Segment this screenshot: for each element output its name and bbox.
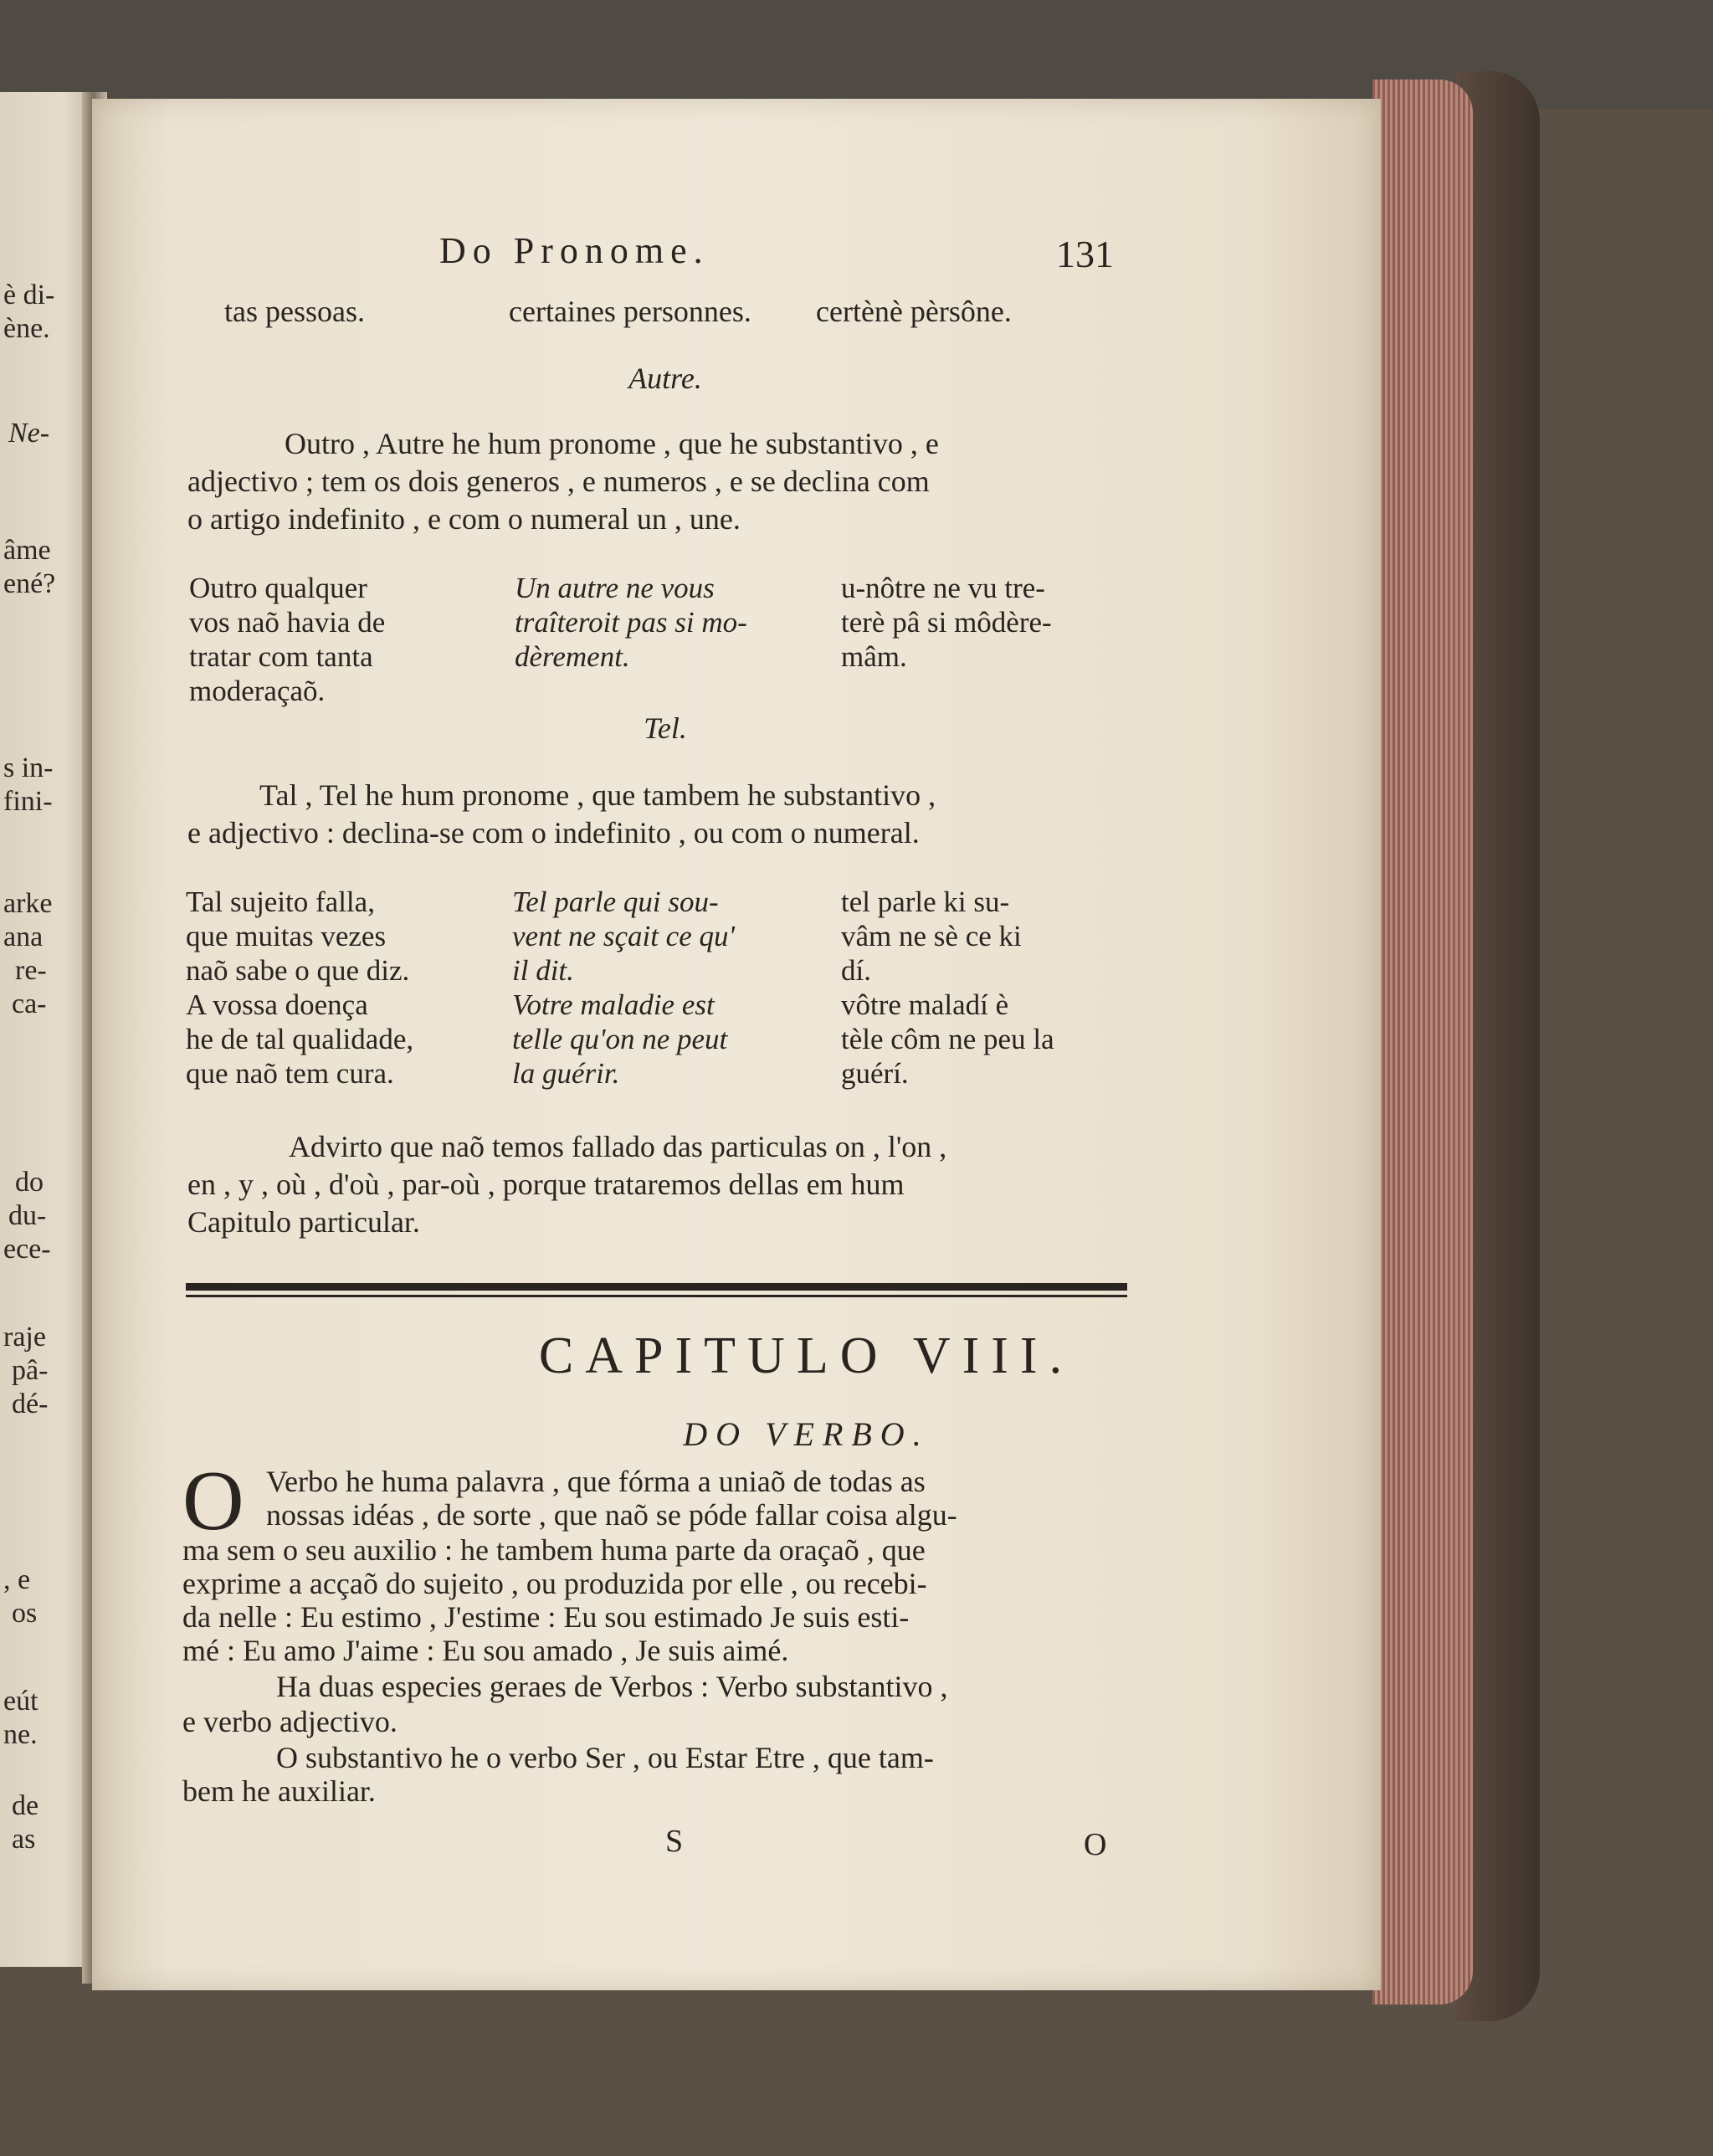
ornamental-rule: [186, 1283, 1127, 1291]
tel-example-fr: [512, 885, 735, 1091]
page-number: 131: [1056, 233, 1114, 275]
example-line: vos naõ havia de: [189, 606, 386, 639]
left-fragment: re-: [15, 955, 47, 986]
autre-paragraph-line: Outro , Autre he hum pronome , que he substantivo , e: [285, 427, 939, 460]
autre-paragraph-line: o artigo indefinito , e com o numeral un , une.: [187, 502, 741, 536]
chapter-title: CAPITULO VIII.: [538, 1327, 1074, 1384]
left-fragment: eút: [3, 1686, 38, 1717]
advirto-line: Capitulo particular.: [187, 1205, 420, 1239]
left-fragment: , e: [3, 1564, 31, 1595]
left-fragment: os: [12, 1598, 38, 1629]
left-fragment: arke: [3, 888, 53, 919]
verbo-line: mé : Eu amo J'aime : Eu sou amado , Je suis aimé.: [182, 1634, 789, 1667]
example-line: tèle côm ne peu la: [841, 1023, 1054, 1055]
left-fragment: è di-: [3, 280, 55, 311]
example-line: Votre maladie est: [512, 988, 715, 1021]
lead-line-pt: tas pessoas.: [224, 295, 365, 328]
example-line: moderaçaõ.: [189, 675, 326, 707]
verbo-line: O substantivo he o verbo Ser , ou Estar Etre , que tam-: [276, 1741, 934, 1774]
example-line: guérí.: [841, 1057, 909, 1090]
ornamental-rule-thin: [186, 1295, 1127, 1297]
verbo-line: nossas idéas , de sorte , que naõ se póde fallar coisa algu-: [266, 1498, 957, 1532]
tel-paragraph-line: e adjectivo : declina-se com o indefinito , ou com o numeral.: [187, 816, 920, 850]
example-line: A vossa doença: [186, 988, 368, 1021]
tel-example-pron: [841, 885, 1054, 1091]
verbo-line: Verbo he huma palavra , que fórma a uniaõ de todas as: [266, 1465, 926, 1498]
example-line: vâm ne sè ce ki: [841, 920, 1022, 952]
left-fragment: ece-: [3, 1234, 51, 1265]
verbo-line: bem he auxiliar.: [182, 1774, 376, 1808]
example-line: he de tal qualidade,: [186, 1023, 414, 1055]
left-fragment: as: [12, 1824, 36, 1855]
verbo-line: ma sem o seu auxilio : he tambem huma parte da oraçaõ , que: [182, 1533, 926, 1567]
example-line: Tal sujeito falla,: [186, 886, 375, 918]
left-fragment: pâ-: [12, 1355, 49, 1386]
verbo-line: exprime a acçaõ do sujeito , ou produzida por elle , ou recebi-: [182, 1567, 927, 1600]
example-line: il dit.: [512, 954, 574, 987]
left-fragment: do: [15, 1167, 44, 1198]
example-line: terè pâ si môdère-: [841, 606, 1052, 639]
left-fragment: ené?: [3, 568, 56, 599]
verbo-line: Ha duas especies geraes de Verbos : Verbo substantivo ,: [276, 1670, 948, 1703]
verbo-line: da nelle : Eu estimo , J'estime : Eu sou estimado Je suis esti-: [182, 1600, 910, 1634]
running-header: Do Pronome.: [439, 230, 710, 271]
left-fragment: Ne-: [8, 418, 50, 449]
left-fragment: âme: [3, 535, 51, 566]
example-line: la guérir.: [512, 1057, 620, 1090]
lead-line-fr: certaines personnes.: [509, 295, 751, 328]
tel-paragraph-line: Tal , Tel he hum pronome , que tambem he substantivo ,: [259, 778, 936, 812]
autre-paragraph-line: adjectivo ; tem os dois generos , e numeros , e se declina com: [187, 465, 930, 498]
drop-cap: O: [182, 1454, 244, 1548]
example-line: Un autre ne vous: [515, 572, 715, 604]
verbo-line: e verbo adjectivo.: [182, 1705, 397, 1738]
left-fragment: du-: [8, 1200, 47, 1231]
section-heading-autre: Autre.: [628, 362, 702, 395]
left-fragment: ana: [3, 921, 44, 952]
example-line: que naõ tem cura.: [186, 1057, 394, 1090]
left-fragment: ène.: [3, 313, 50, 344]
chapter-subtitle: DO VERBO.: [683, 1415, 930, 1453]
autre-example-pron: [841, 571, 1052, 674]
example-line: telle qu'on ne peut: [512, 1023, 728, 1055]
advirto-line: Advirto que naõ temos fallado das particulas on , l'on ,: [289, 1130, 947, 1163]
left-fragment: ca-: [12, 988, 47, 1019]
example-line: Tel parle qui sou-: [512, 886, 719, 918]
example-line: naõ sabe o que diz.: [186, 954, 410, 987]
example-line: u-nôtre ne vu tre-: [841, 572, 1045, 604]
tel-example-pt: [186, 885, 413, 1091]
page-block-edge: [1372, 80, 1473, 2005]
example-line: dí.: [841, 954, 871, 987]
autre-example-pt: [189, 571, 385, 708]
example-line: tel parle ki su-: [841, 886, 1010, 918]
section-heading-tel: Tel.: [644, 711, 687, 745]
example-line: traîteroit pas si mo-: [515, 606, 747, 639]
example-line: vôtre maladí è: [841, 988, 1009, 1021]
example-line: que muitas vezes: [186, 920, 387, 952]
left-fragment: raje: [3, 1322, 46, 1353]
signature-mark: S: [665, 1824, 684, 1859]
autre-example-fr: [515, 571, 747, 674]
example-line: Outro qualquer: [189, 572, 367, 604]
left-fragment: dé-: [12, 1389, 49, 1419]
left-fragment: s in-: [3, 752, 54, 783]
lead-line-pron: certènè pèrsône.: [816, 295, 1012, 328]
example-line: vent ne sçait ce qu': [512, 920, 735, 952]
advirto-line: en , y , où , d'où , par-où , porque trataremos dellas em hum: [187, 1168, 905, 1201]
example-line: mâm.: [841, 640, 907, 673]
example-line: dèrement.: [515, 640, 630, 673]
left-fragment: de: [12, 1790, 39, 1821]
left-fragment: fini-: [3, 786, 53, 817]
catchword: O: [1084, 1827, 1107, 1862]
left-fragment: ne.: [3, 1719, 38, 1750]
example-line: tratar com tanta: [189, 640, 373, 673]
